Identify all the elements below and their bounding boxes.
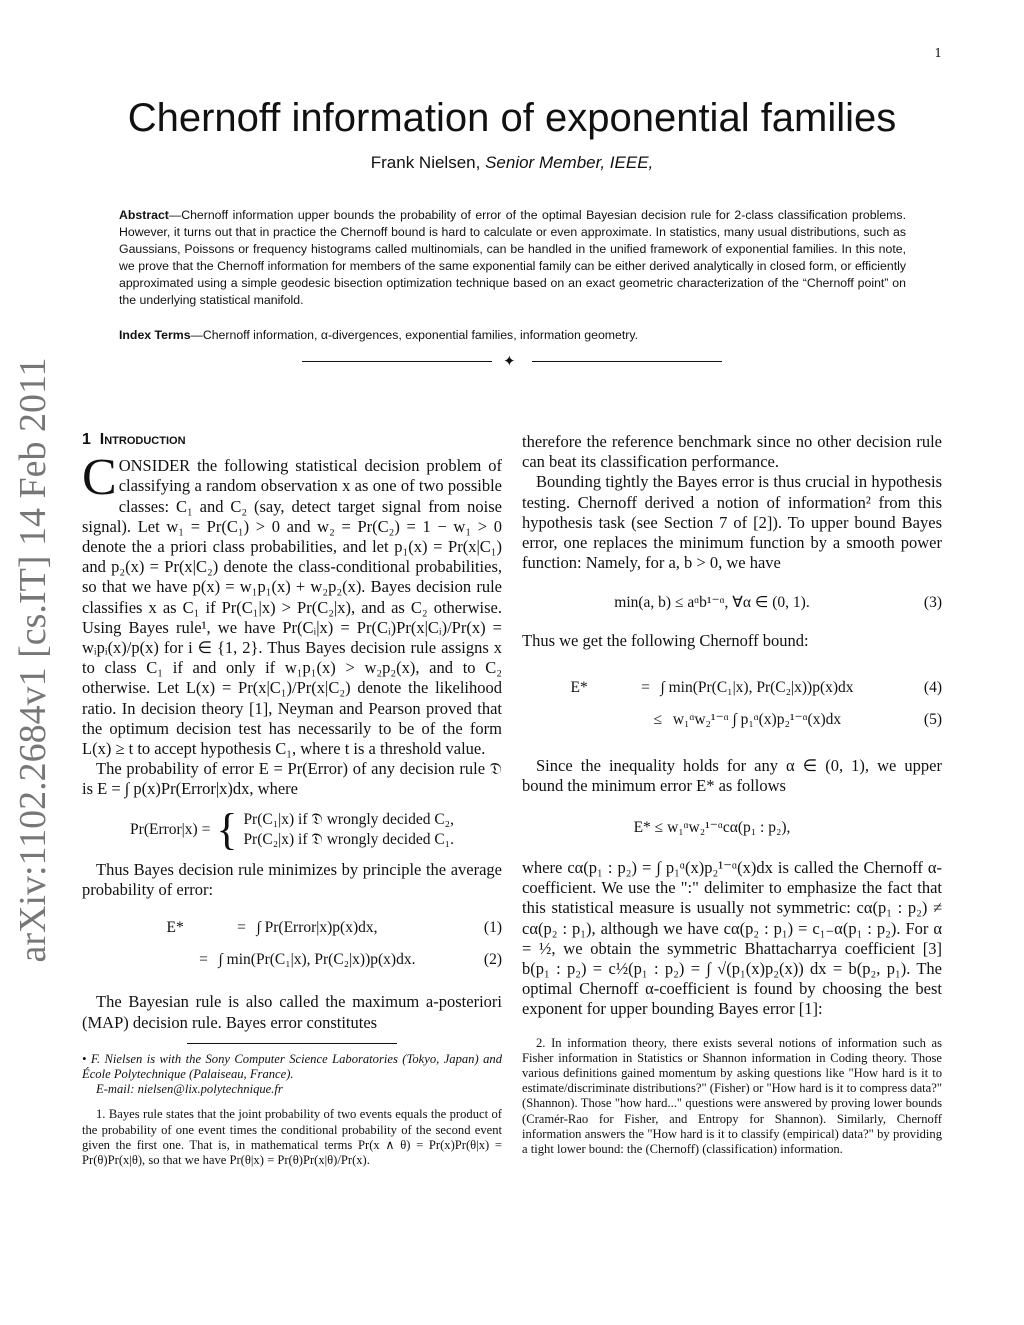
eq4-lhs: E*	[570, 678, 588, 696]
eq3-number: (3)	[923, 594, 942, 612]
right-paragraph-2: Bounding tightly the Bayes error is thus crucial in hypothesis testing. Chernoff derived a notion of information² from this hypothesis task (see Section 7 of [2]). To upper bound Bayes error, one replaces the minimum function by a smooth power function: Namely, for a, b > 0, we have	[522, 472, 942, 573]
eq1-body: ∫ Pr(Error|x)p(x)dx,	[256, 919, 378, 937]
paper-title: Chernoff information of exponential families	[127, 96, 897, 140]
equation-4	[522, 678, 942, 702]
equation-2	[82, 950, 502, 974]
intro-paragraph-4: The Bayesian rule is also called the maximum a-posteriori (MAP) decision rule. Bayes error constitutes	[82, 992, 502, 1032]
intro-paragraph-3: Thus Bayes decision rule minimizes by principle the average probability of error:	[82, 860, 502, 900]
equation-1	[82, 918, 502, 942]
abstract-text: —Chernoff information upper bounds the probability of error of the optimal Bayesian decision rule for 2-class classification problems. However, it turns out that in practice the Chernoff bound is hard to calculate or even approximate. In statistics, many usual distributions, such as Gaussians, Poissons or frequency histograms called multinomials, can be handled in the unified framework of exponential families. In this note, we prove that the Chernoff information for members of the same exponential family can be either derived analytically in closed form, or efficiently approximated using a simple geodesic bisection optimization technique based on an exact geometric characterization of the “Chernoff point” on the underlying statistical manifold.	[119, 208, 906, 307]
section-heading	[82, 430, 502, 450]
case-1: Pr(C₁|x) if 𝔇 wrongly decided C₂,	[243, 810, 454, 828]
footnote-2: 2. In information theory, there exists several notions of information such as Fisher information in Statistics or Shannon information in Coding theory. Those various definitions gained momentum by asking questions like "How hard is it to estimate/discriminate distributions?" (Fisher) or "How hard is it to compress data?" (Shannon). Those "how hard..." questions were answered by proving lower bounds (Cramér-Rao for Fisher, and Entropy for Shannon). Similarly, Chernoff information answers the "How hard is it to classify (empirical) data?" by providing a tight lower bound: the (Chernoff) (classification) information.	[522, 1035, 942, 1157]
eq1-relation: =	[237, 919, 246, 937]
eq2-relation: =	[199, 951, 208, 969]
eq2-number: (2)	[483, 951, 502, 969]
equation-6	[522, 818, 942, 842]
eq1-number: (1)	[483, 919, 502, 937]
page-number: 1	[934, 46, 942, 60]
left-column	[82, 430, 502, 1168]
author-affiliation: Senior Member, IEEE,	[485, 153, 654, 172]
case-2: Pr(C₂|x) if 𝔇 wrongly decided C₁.	[243, 830, 454, 848]
author-line	[0, 153, 1024, 173]
section-separator	[302, 352, 722, 370]
eq5-body: w₁ᵅw₂¹⁻ᵅ ∫ p₁ᵅ(x)p₂¹⁻ᵅ(x)dx	[672, 710, 842, 728]
index-terms-label: Index Terms	[119, 328, 191, 342]
error-cases-equation	[82, 804, 502, 854]
footnote-1: 1. Bayes rule states that the joint probability of two events equals the product of the probability of one event times the conditional probability of the second event given the first one. That is, in mathematical terms Pr(x ∧ θ) = Pr(x)Pr(θ|x) = Pr(θ)Pr(x|θ), so that we have Pr(θ|x) = Pr(θ)Pr(x|θ)/Pr(x).	[82, 1107, 502, 1168]
eq2-body: ∫ min(Pr(C₁|x), Pr(C₂|x))p(x)dx.	[218, 951, 416, 969]
affiliation-text: • F. Nielsen is with the Sony Computer Science Laboratories (Tokyo, Japan) and École Polytechnique (Palaiseau, France).	[82, 1051, 502, 1082]
author-name: Frank Nielsen,	[370, 153, 481, 172]
cases-body	[243, 810, 454, 850]
separator-line-left	[302, 361, 492, 362]
eq6-body: E* ≤ w₁ᵅw₂¹⁻ᵅcα(p₁ : p₂),	[633, 819, 791, 837]
cases-lhs: Pr(Error|x) =	[130, 820, 211, 838]
right-paragraph-3: Thus we get the following Chernoff bound:	[522, 631, 809, 651]
eq4-number: (4)	[923, 678, 942, 696]
right-column	[522, 432, 942, 1157]
affiliation-footnote	[82, 1052, 502, 1098]
eq5-relation: ≤	[653, 710, 663, 728]
right-paragraph-1: therefore the reference benchmark since no other decision rule can beat its classification performance.	[522, 432, 942, 472]
separator-line-right	[532, 361, 722, 362]
right-paragraph-4: Since the inequality holds for any α ∈ (0, 1), we upper bound the minimum error E* as follows	[522, 755, 942, 795]
arxiv-id: arXiv:1102.2684v1 [cs.IT] 14 Feb 2011	[12, 357, 54, 963]
index-terms-text: —Chernoff information, α-divergences, exponential families, information geometry.	[190, 328, 639, 342]
eq4-relation: =	[641, 678, 650, 696]
arxiv-stamp	[8, 357, 58, 963]
index-terms	[119, 328, 906, 342]
footnote-rule	[187, 1043, 397, 1044]
abstract-label: Abstract	[119, 208, 169, 222]
separator-diamond-icon: ✦	[503, 352, 516, 370]
equation-3	[522, 593, 942, 617]
affiliation-email: E-mail: nielsen@lix.polytechnique.fr	[96, 1082, 283, 1097]
section-title: Introduction	[99, 431, 186, 448]
eq5-number: (5)	[923, 710, 942, 728]
drop-cap: C	[82, 449, 117, 507]
section-number: 1	[82, 431, 91, 448]
intro-p1-text: ONSIDER the following statistical decision problem of classifying a random observation x as one of two possible classes: C₁ and C₂ (say, detect target signal from noise signal). Let w₁ = Pr(C₁) > 0 and w₂ = Pr(C₂) = 1 − w₁ > 0 denote the a priori class probabilities, and let p₁(x) = Pr(x|C₁) and p₂(x) = Pr(x|C₂) denote the class-conditional probabilities, so that we have p(x) = w₁p₁(x) + w₂p₂(x). Bayes decision rule classifies x as C₁ if Pr(C₁|x) > Pr(C₂|x), and as C₂ otherwise. Using Bayes rule¹, we have Pr(Cᵢ|x) = Pr(Cᵢ)Pr(x|Cᵢ)/Pr(x) = wᵢpᵢ(x)/p(x) for i ∈ {1, 2}. Thus Bayes decision rule assigns x to class C₁ if and only if w₁p₁(x) > w₂p₂(x), and to C₂ otherwise. Let L(x) = Pr(x|C₁)/Pr(x|C₂) denote the likelihood ratio. In decision theory [1], Neyman and Pearson proved that the optimum decision test has necessarily to be of the form L(x) ≥ t to accept hypothesis C₁, where t is a threshold value.	[82, 456, 502, 759]
eq1-lhs: E*	[166, 919, 184, 937]
right-paragraph-5: where cα(p₁ : p₂) = ∫ p₁ᵅ(x)p₂¹⁻ᵅ(x)dx is called the Chernoff α-coefficient. We use the ":" delimiter to emphasize the fact that this statistical measure is usually not symmetric: cα(p₁ : p₂) ≠ cα(p₂ : p₁), although we have cα(p₂ : p₁) = c₁₋α(p₁ : p₂). For α = ½, we obtain the symmetric Bhattacharrya coefficient [3] b(p₁ : p₂) = c½(p₁ : p₂) = ∫ √(p₁(x)p₂(x)) dx = b(p₂, p₁). The optimal Chernoff α-coefficient is found by choosing the best exponent for upper bounding Bayes error [1]:	[522, 858, 942, 1019]
intro-paragraph-2: The probability of error E = Pr(Error) of any decision rule 𝔇 is E = ∫ p(x)Pr(Error|x)dx, where	[82, 759, 502, 799]
intro-paragraph-1	[82, 449, 502, 759]
abstract	[119, 207, 906, 309]
eq4-body: ∫ min(Pr(C₁|x), Pr(C₂|x))p(x)dx	[660, 678, 854, 696]
cases-brace: {	[216, 804, 238, 854]
eq3-body: min(a, b) ≤ aᵅb¹⁻ᵅ, ∀α ∈ (0, 1).	[614, 594, 810, 612]
equation-5	[522, 710, 942, 734]
